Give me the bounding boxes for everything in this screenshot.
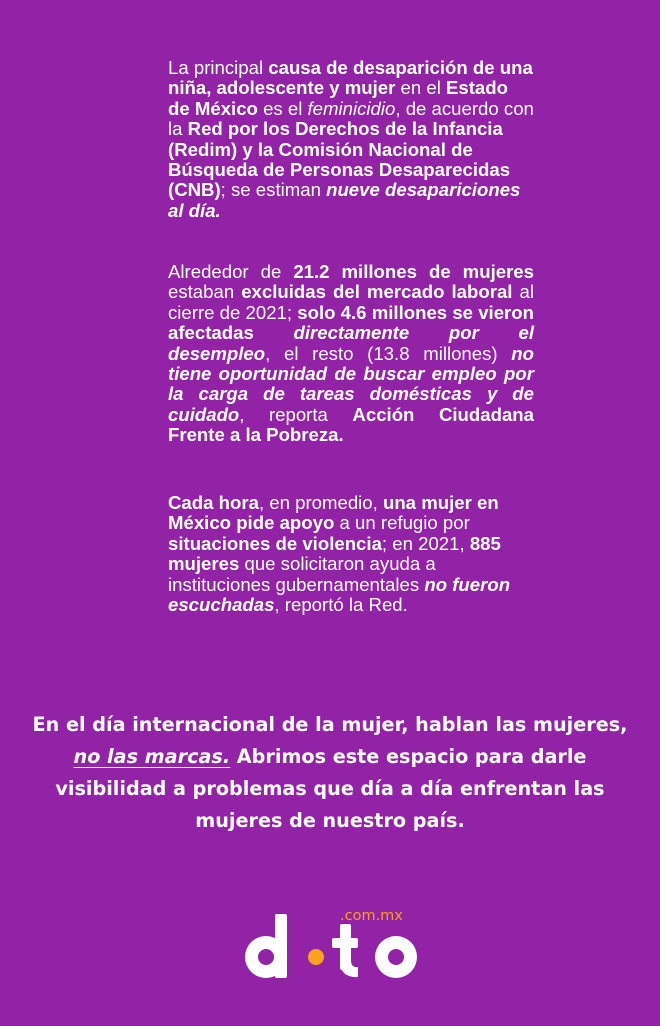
logo-domain-text: .com.mx (340, 908, 403, 924)
womens-day-message: En el día internacional de la mujer, hablan las mujeres, no las marcas. Abrimos este espacio para darle visibilidad a problemas que día a día enfrentan las mujeres de nuestro país. (32, 713, 628, 832)
paragraph-disappearance: La principal causa de desaparición de una niña, adolescente y mujer en el Estado de México es el feminicidio, de acuerdo con la Red por los Derechos de la Infancia (Redim) y la Comisión Nacional de Búsqueda de Personas Desaparecidas (CNB); se estiman nueve desapariciones al día. (168, 57, 534, 221)
paragraph-violence: Cada hora, en promedio, una mujer en México pide apoyo a un refugio por situaciones de violencia; en 2021, 885 mujeres que solicitaron ayuda a instituciones gubernamentales no fueron escuchadas, reportó la Red. (168, 492, 511, 616)
doto-logo (244, 900, 424, 990)
no-las-marcas-emphasis: no las marcas. (73, 745, 231, 768)
paragraph-labor-market: Alrededor de 21.2 millones de mujeres estaban excluidas del mercado laboral al cierre de 2021; solo 4.6 millones se vieron afectadas directamente por el desempleo, el resto (13.8 millones) no tiene oportunidad de buscar empleo por la carga de tareas domésticas y de cuidado, reporta Acción Ciudadana Frente a la Pobreza. (168, 261, 534, 446)
